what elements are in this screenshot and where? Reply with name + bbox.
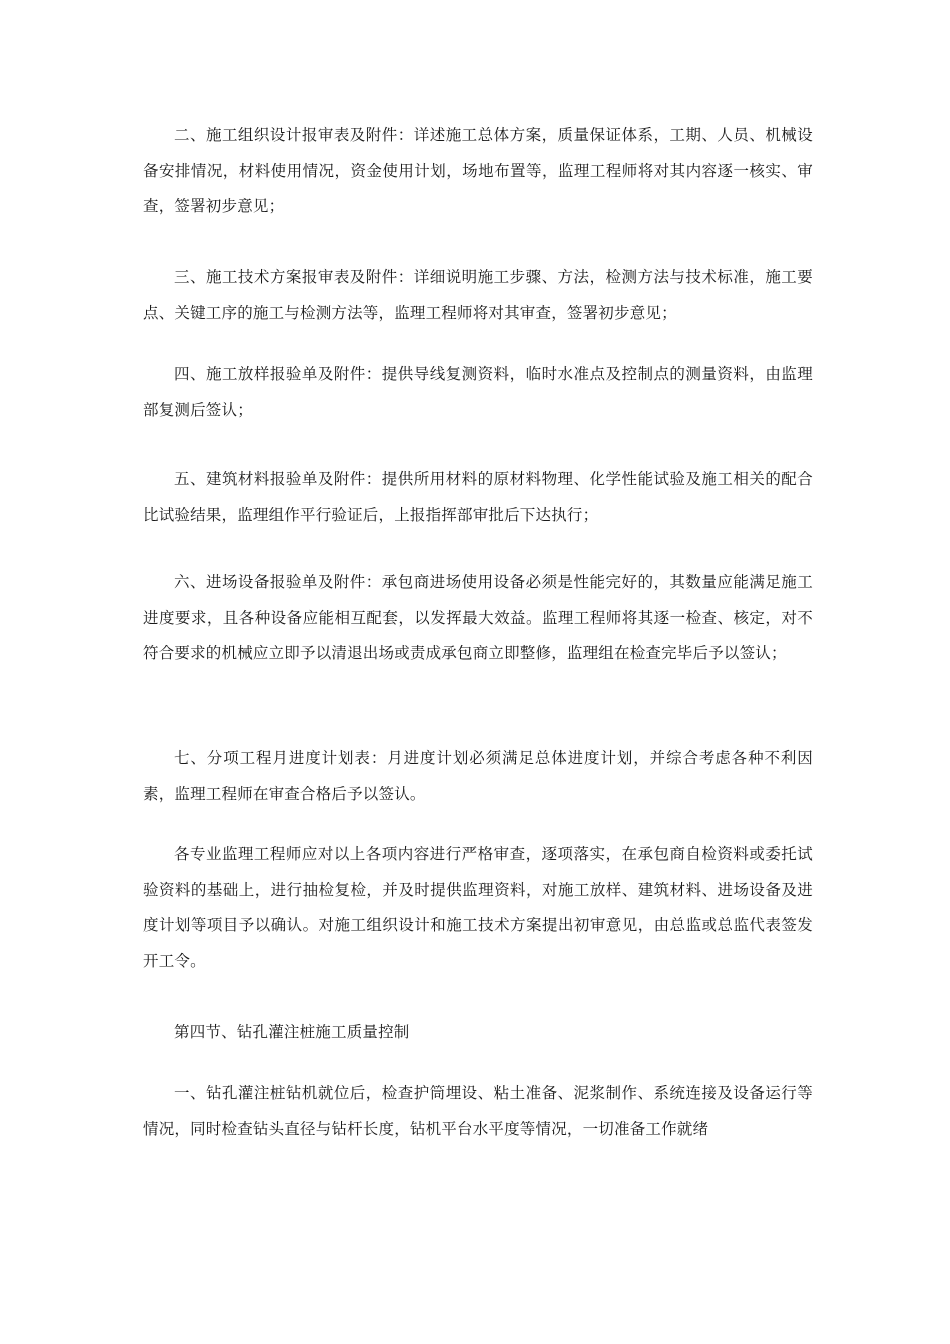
section-heading-bored-pile-quality-control: 第四节、钻孔灌注桩施工质量控制	[174, 1023, 410, 1041]
paragraph-technical-plan-report: 三、施工技术方案报审表及附件：详细说明施工步骤、方法，检测方法与技术标准，施工要点、关键工序的施工与检测方法等，监理工程师将对其审查，签署初步意见；	[143, 268, 813, 322]
paragraph-setting-out-inspection: 四、施工放样报验单及附件：提供导线复测资料，临时水准点及控制点的测量资料，由监理部复测后签认；	[143, 365, 813, 419]
paragraph-engineer-review-summary: 各专业监理工程师应对以上各项内容进行严格审查，逐项落实，在承包商自检资料或委托试验资料的基础上，进行抽检复检，并及时提供监理资料，对施工放样、建筑材料、进场设备及进度计划等项目予以确认。对施工组织设计和施工技术方案提出初审意见，由总监或总监代表签发开工令。	[143, 845, 813, 970]
paragraph-monthly-schedule: 七、分项工程月进度计划表：月进度计划必须满足总体进度计划，并综合考虑各种不利因素，监理工程师在审查合格后予以签认。	[143, 749, 813, 803]
paragraph-drilling-rig-positioning: 一、钻孔灌注桩钻机就位后，检查护筒埋设、粘土准备、泥浆制作、系统连接及设备运行等情况，同时检查钻头直径与钻杆长度，钻机平台水平度等情况，一切准备工作就绪	[143, 1084, 813, 1138]
paragraph-construction-design-report: 二、施工组织设计报审表及附件：详述施工总体方案，质量保证体系，工期、人员、机械设备安排情况，材料使用情况，资金使用计划，场地布置等，监理工程师将对其内容逐一核实、审查，签署初步意见；	[143, 126, 813, 215]
paragraph-equipment-inspection: 六、进场设备报验单及附件：承包商进场使用设备必须是性能完好的，其数量应能满足施工进度要求，且各种设备应能相互配套，以发挥最大效益。监理工程师将其逐一检查、核定，对不符合要求的机械应立即予以清退出场或责成承包商立即整修，监理组在检查完毕后予以签认；	[143, 573, 813, 662]
paragraph-materials-inspection: 五、建筑材料报验单及附件：提供所用材料的原材料物理、化学性能试验及施工相关的配合比试验结果，监理组作平行验证后，上报指挥部审批后下达执行；	[143, 470, 813, 524]
